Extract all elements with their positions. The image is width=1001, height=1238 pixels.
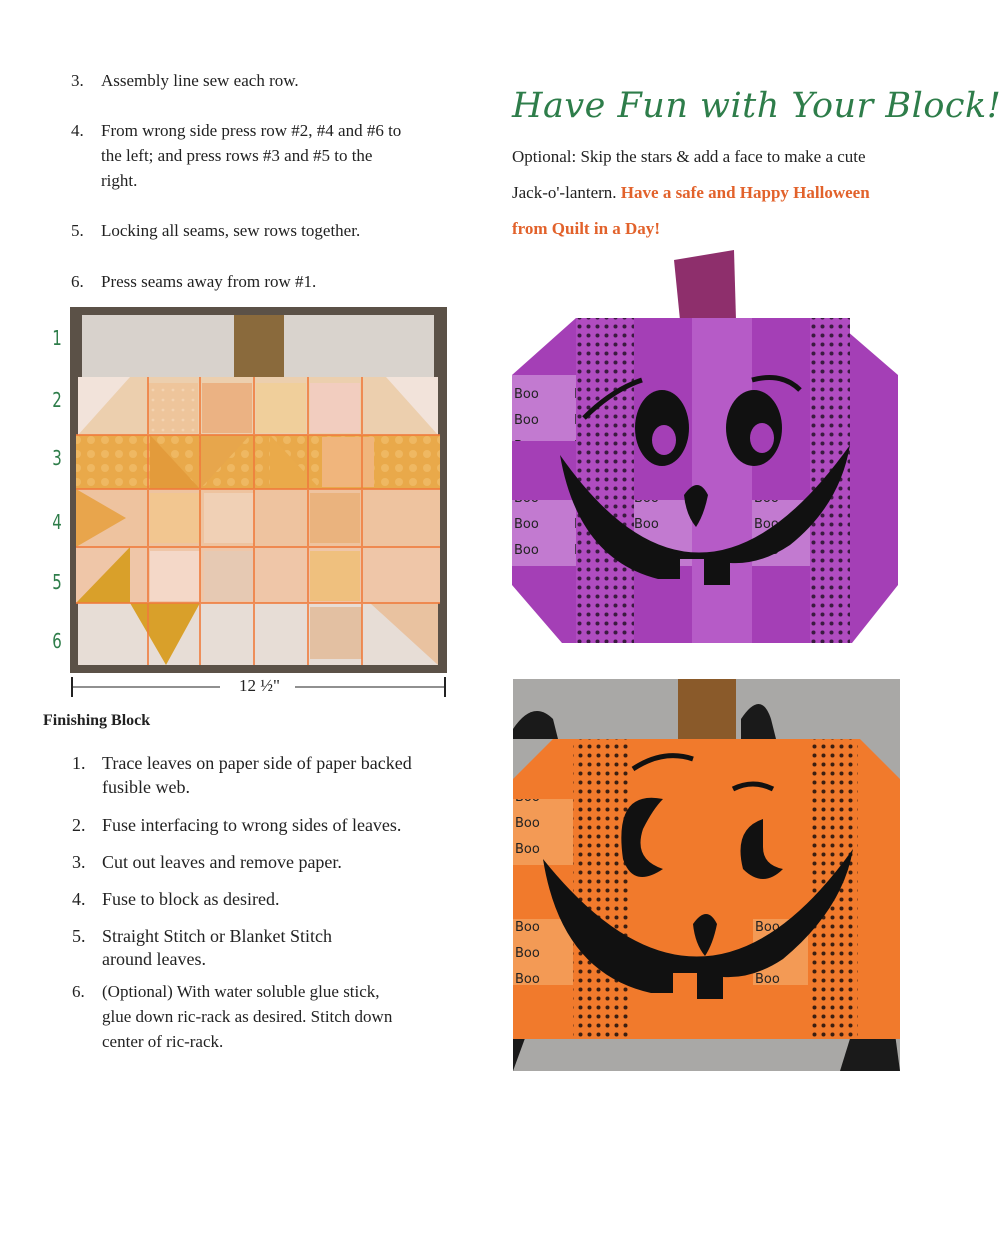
finishing-heading: Finishing Block	[43, 712, 151, 729]
finishing-step-1: 1. Trace leaves on paper side of paper backed fusible web.	[72, 753, 412, 797]
row-number-2: 2	[52, 388, 62, 412]
orange-pumpkin-photo	[513, 679, 900, 1071]
row-number-4: 4	[52, 510, 62, 534]
finishing-step-6: 6. (Optional) With water soluble glue stick, glue down ric-rack as desired. Stitch down center of ric-rack.	[72, 982, 393, 1051]
intro-line-1: Optional: Skip the stars & add a face to make a cute	[512, 147, 866, 166]
step-4: 4. From wrong side press row #2, #4 and #6 to the left; and press rows #3 and #5 to the right.	[71, 121, 402, 190]
row-number-1: 1	[52, 326, 62, 350]
intro-line-2: Jack-o'-lantern. Have a safe and Happy Halloween	[512, 183, 870, 202]
row-number-6: 6	[52, 629, 62, 653]
intro-paragraph	[512, 139, 922, 247]
section-title: Have Fun with Your Block!	[512, 86, 1001, 126]
purple-pumpkin-photo	[512, 250, 900, 645]
row-number-3: 3	[52, 446, 62, 470]
dimension-label: 12 ½"	[239, 676, 280, 695]
intro-line-3: from Quilt in a Day!	[512, 219, 660, 238]
quilt-block-photo	[70, 307, 447, 673]
finishing-step-5: 5. Straight Stitch or Blanket Stitch around leaves.	[72, 926, 332, 969]
row-number-5: 5	[52, 570, 62, 594]
